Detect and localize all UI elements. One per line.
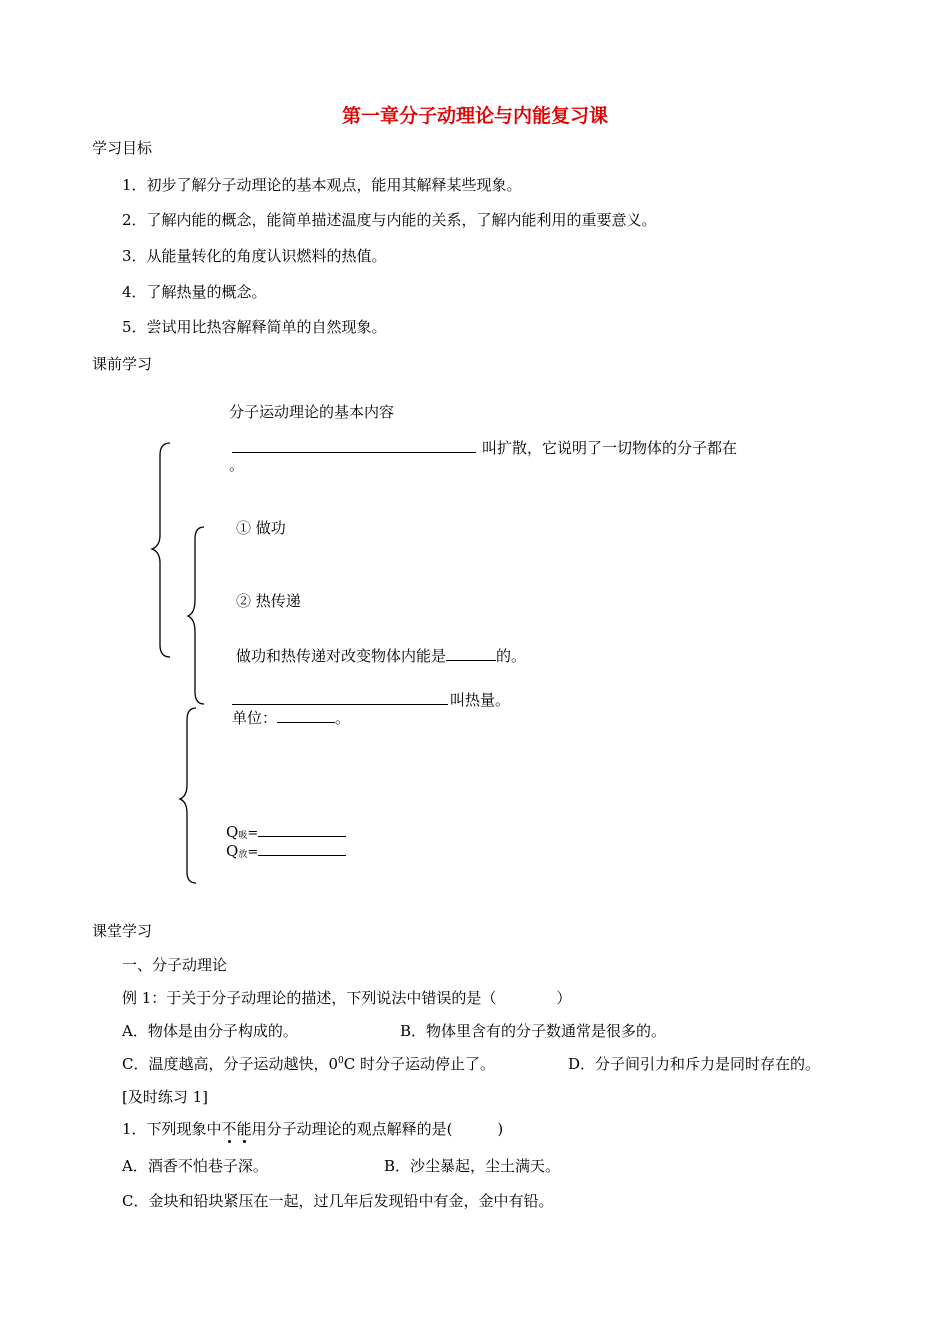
page-title: 第一章分子动理论与内能复习课 bbox=[341, 105, 608, 127]
practice1-stem-before: 1．下列现象中 bbox=[122, 1120, 222, 1138]
heat-brace bbox=[180, 708, 196, 883]
heat-definition-line bbox=[232, 690, 510, 709]
objective-item: 4．了解热量的概念。 bbox=[122, 283, 267, 301]
example1-option-b: B．物体里含有的分子数通常是很多的。 bbox=[400, 1022, 667, 1040]
q-absorb-blank[interactable] bbox=[258, 822, 346, 837]
example1-option-c-before: C．温度越高，分子运动越快，0 bbox=[122, 1055, 339, 1073]
pre-study-heading: 课前学习 bbox=[92, 355, 153, 373]
equivalence-text-after: 的。 bbox=[496, 647, 527, 665]
example1-option-c bbox=[122, 1055, 495, 1076]
heat-definition-text: 叫热量。 bbox=[450, 691, 511, 709]
example1-option-a: A．物体是由分子构成的。 bbox=[122, 1022, 298, 1040]
example1-option-c-after: C 时分子运动停止了。 bbox=[343, 1055, 496, 1073]
practice-label: [及时练习 1] bbox=[122, 1088, 209, 1106]
practice1-stem-after: 用分子动理论的观点解释的是( ) bbox=[251, 1120, 504, 1138]
q-absorb-subscript: 吸 bbox=[238, 831, 248, 841]
objective-item: 3．从能量转化的角度认识燃料的热值。 bbox=[122, 247, 387, 265]
equivalence-line bbox=[236, 646, 526, 665]
practice1-option-a: A．酒香不怕巷子深。 bbox=[122, 1157, 268, 1175]
diffusion-end: 。 bbox=[229, 456, 245, 474]
unit-label: 单位： bbox=[232, 709, 278, 727]
practice1-option-b: B．沙尘暴起，尘土满天。 bbox=[384, 1157, 561, 1175]
unit-line bbox=[232, 708, 350, 727]
example1-stem: 例 1：于关于分子动理论的描述，下列说法中错误的是（ ） bbox=[122, 989, 572, 1007]
method-work: ① 做功 bbox=[236, 519, 286, 537]
unit-end: 。 bbox=[335, 709, 351, 727]
q-absorb-letter: Q bbox=[226, 823, 239, 841]
objective-item: 2．了解内能的概念，能简单描述温度与内能的关系，了解内能利用的重要意义。 bbox=[122, 211, 657, 229]
section-heading: 一、分子动理论 bbox=[122, 956, 228, 974]
inner-brace bbox=[188, 527, 204, 704]
diffusion-line bbox=[232, 438, 737, 457]
q-release-equals: = bbox=[247, 845, 259, 860]
equivalence-text-before: 做功和热传递对改变物体内能是 bbox=[236, 647, 447, 665]
objectives-heading: 学习目标 bbox=[92, 139, 153, 157]
basic-content-label: 分子运动理论的基本内容 bbox=[229, 403, 395, 421]
outer-brace bbox=[152, 443, 170, 657]
heat-definition-blank[interactable] bbox=[232, 690, 448, 705]
example1-option-d: D．分子间引力和斥力是同时存在的。 bbox=[568, 1055, 821, 1073]
emphasis-char: 能 bbox=[236, 1120, 252, 1138]
objective-item: 5．尝试用比热容解释简单的自然现象。 bbox=[122, 318, 387, 336]
equivalence-blank[interactable] bbox=[446, 646, 496, 661]
q-release-line bbox=[226, 841, 346, 863]
diffusion-text: 叫扩散，它说明了一切物体的分子都在 bbox=[482, 439, 738, 457]
practice1-option-c: C．金块和铅块紧压在一起，过几年后发现铅中有金，金中有铅。 bbox=[122, 1192, 554, 1210]
unit-blank[interactable] bbox=[277, 708, 335, 723]
class-study-heading: 课堂学习 bbox=[92, 922, 153, 940]
objective-item: 1．初步了解分子动理论的基本观点，能用其解释某些现象。 bbox=[122, 176, 522, 194]
method-heat-transfer: ② 热传递 bbox=[236, 592, 301, 610]
practice1-stem bbox=[122, 1120, 503, 1138]
q-release-letter: Q bbox=[226, 842, 239, 860]
diffusion-blank[interactable] bbox=[232, 438, 476, 453]
q-absorb-equals: = bbox=[247, 826, 259, 841]
q-release-blank[interactable] bbox=[258, 841, 346, 856]
degree-superscript: 0 bbox=[338, 1056, 344, 1066]
q-release-subscript: 放 bbox=[238, 850, 248, 860]
emphasis-char: 不 bbox=[221, 1120, 237, 1138]
